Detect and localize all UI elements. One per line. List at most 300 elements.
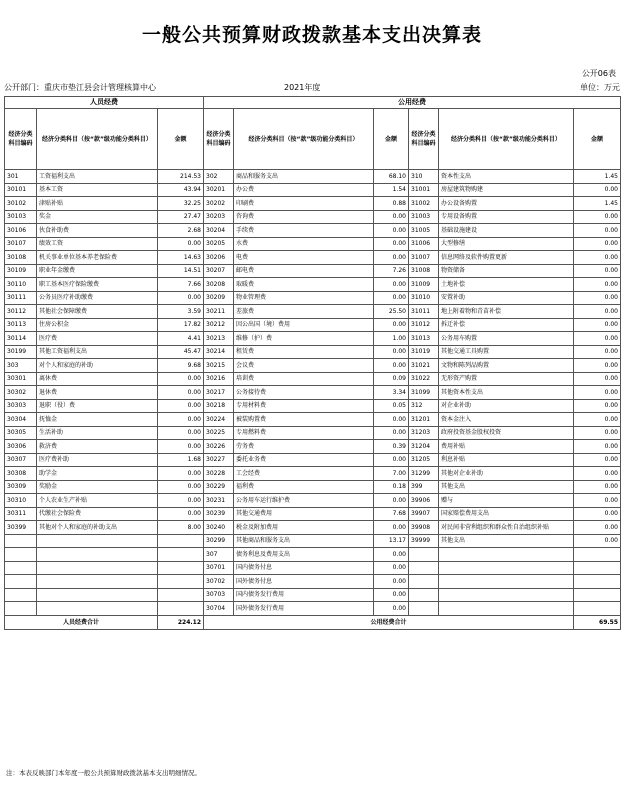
cell-code: 30701 xyxy=(204,561,234,575)
cell-code: 30206 xyxy=(204,251,234,265)
cell-amount: 0.00 xyxy=(374,278,409,292)
personnel-total-label: 人员经费合计 xyxy=(5,615,158,629)
cell-amount: 0.00 xyxy=(374,453,409,467)
cell-code: 31010 xyxy=(409,291,439,305)
group-personnel: 人员经费 xyxy=(5,97,204,109)
cell-name: 对企业补助 xyxy=(439,399,574,413)
footnote: 注：本表反映部门本年度一般公共预算财政拨款基本支出明细情况。 xyxy=(6,769,201,777)
cell-amount: 68.10 xyxy=(374,170,409,184)
cell-code: 310 xyxy=(409,170,439,184)
cell-code: 31003 xyxy=(409,210,439,224)
cell-name: 奖励金 xyxy=(37,480,158,494)
cell-name: 资本性支出 xyxy=(439,170,574,184)
cell-name: 专用设备购置 xyxy=(439,210,574,224)
cell-name: 国内债务付息 xyxy=(234,561,374,575)
cell-code: 39999 xyxy=(409,534,439,548)
cell-amount: 0.18 xyxy=(374,480,409,494)
cell-code: 30226 xyxy=(204,440,234,454)
cell-name: 抚恤金 xyxy=(37,413,158,427)
cell-amount: 4.41 xyxy=(158,332,204,346)
cell-name xyxy=(37,548,158,562)
cell-code: 30227 xyxy=(204,453,234,467)
cell-name xyxy=(439,548,574,562)
table-row xyxy=(5,332,621,346)
cell-name: 其他支出 xyxy=(439,480,574,494)
cell-code: 303 xyxy=(5,359,37,373)
table-row xyxy=(5,602,621,616)
cell-amount xyxy=(574,588,621,602)
cell-amount: 0.00 xyxy=(574,183,621,197)
cell-code: 31009 xyxy=(409,278,439,292)
cell-amount: 0.00 xyxy=(574,440,621,454)
cell-name: 劳务费 xyxy=(234,440,374,454)
cell-amount: 0.00 xyxy=(374,575,409,589)
cell-amount: 0.00 xyxy=(158,440,204,454)
cell-code: 30204 xyxy=(204,224,234,238)
cell-amount: 7.68 xyxy=(374,507,409,521)
cell-amount: 0.00 xyxy=(158,237,204,251)
report-tag: 公开06表 xyxy=(581,69,616,78)
cell-amount xyxy=(158,561,204,575)
cell-name: 其他交通工具购置 xyxy=(439,345,574,359)
table-row xyxy=(5,197,621,211)
cell-code: 31201 xyxy=(409,413,439,427)
cell-name: 物资储备 xyxy=(439,264,574,278)
cell-amount: 0.00 xyxy=(574,372,621,386)
cell-amount: 0.00 xyxy=(158,507,204,521)
cell-code: 30703 xyxy=(204,588,234,602)
cell-code: 30112 xyxy=(5,305,37,319)
cell-amount: 2.68 xyxy=(158,224,204,238)
cell-name xyxy=(37,588,158,602)
cell-name: 绩效工资 xyxy=(37,237,158,251)
cell-amount: 0.00 xyxy=(374,494,409,508)
cell-name: 对个人和家庭的补助 xyxy=(37,359,158,373)
cell-amount xyxy=(158,588,204,602)
cell-name xyxy=(37,602,158,616)
cell-name: 专用燃料费 xyxy=(234,426,374,440)
cell-amount: 0.00 xyxy=(158,291,204,305)
cell-code: 30217 xyxy=(204,386,234,400)
cell-name: 租赁费 xyxy=(234,345,374,359)
table-row xyxy=(5,264,621,278)
header-amount: 金额 xyxy=(574,109,621,170)
cell-name: 国外债务发行费用 xyxy=(234,602,374,616)
table-row xyxy=(5,467,621,481)
cell-amount: 0.00 xyxy=(374,426,409,440)
cell-amount xyxy=(574,575,621,589)
cell-name: 会议费 xyxy=(234,359,374,373)
cell-name: 费用补贴 xyxy=(439,440,574,454)
cell-code: 30299 xyxy=(204,534,234,548)
cell-code: 30201 xyxy=(204,183,234,197)
cell-code: 39906 xyxy=(409,494,439,508)
cell-name: 办公费 xyxy=(234,183,374,197)
cell-code: 30205 xyxy=(204,237,234,251)
cell-code: 30110 xyxy=(5,278,37,292)
report-meta xyxy=(4,82,620,94)
cell-code xyxy=(5,602,37,616)
cell-name: 住房公积金 xyxy=(37,318,158,332)
table-row xyxy=(5,291,621,305)
cell-amount: 0.00 xyxy=(158,386,204,400)
cell-amount: 8.00 xyxy=(158,521,204,535)
header-code: 经济分类科目编码 xyxy=(409,109,439,170)
cell-code: 39907 xyxy=(409,507,439,521)
cell-name: 培训费 xyxy=(234,372,374,386)
cell-code: 30102 xyxy=(5,197,37,211)
cell-code: 30310 xyxy=(5,494,37,508)
table-row xyxy=(5,399,621,413)
cell-amount: 0.00 xyxy=(574,521,621,535)
cell-code: 30228 xyxy=(204,467,234,481)
cell-code: 30213 xyxy=(204,332,234,346)
cell-name: 救济费 xyxy=(37,440,158,454)
cell-code: 30211 xyxy=(204,305,234,319)
cell-name: 福利费 xyxy=(234,480,374,494)
cell-amount: 0.00 xyxy=(574,413,621,427)
cell-amount: 0.00 xyxy=(574,399,621,413)
cell-code: 30303 xyxy=(5,399,37,413)
cell-amount: 0.00 xyxy=(574,305,621,319)
cell-amount: 0.00 xyxy=(374,237,409,251)
cell-amount: 0.00 xyxy=(574,386,621,400)
cell-name: 个人农业生产补贴 xyxy=(37,494,158,508)
cell-name: 房屋建筑物购建 xyxy=(439,183,574,197)
cell-code: 31007 xyxy=(409,251,439,265)
cell-code: 30240 xyxy=(204,521,234,535)
cell-code: 399 xyxy=(409,480,439,494)
cell-code: 301 xyxy=(5,170,37,184)
cell-code: 307 xyxy=(204,548,234,562)
table-row xyxy=(5,237,621,251)
cell-amount: 0.88 xyxy=(374,197,409,211)
cell-amount: 0.00 xyxy=(574,291,621,305)
cell-code: 30215 xyxy=(204,359,234,373)
table-row xyxy=(5,426,621,440)
cell-name: 公务用车购置 xyxy=(439,332,574,346)
cell-code: 30212 xyxy=(204,318,234,332)
cell-name: 专用材料费 xyxy=(234,399,374,413)
cell-code: 30309 xyxy=(5,480,37,494)
cell-name: 债务利息及费用支出 xyxy=(234,548,374,562)
cell-amount: 0.00 xyxy=(574,453,621,467)
header-code: 经济分类科目编码 xyxy=(5,109,37,170)
cell-amount: 13.17 xyxy=(374,534,409,548)
unit-label: 单位：万元 xyxy=(580,83,620,92)
cell-amount: 0.00 xyxy=(158,426,204,440)
header-name: 经济分类科目（按“款”级功能分类科目） xyxy=(439,109,574,170)
cell-name: 委托业务费 xyxy=(234,453,374,467)
cell-code: 30216 xyxy=(204,372,234,386)
cell-name: 国外债务付息 xyxy=(234,575,374,589)
cell-name: 取暖费 xyxy=(234,278,374,292)
cell-amount: 1.54 xyxy=(374,183,409,197)
cell-name: 职业年金缴费 xyxy=(37,264,158,278)
cell-name: 土地补偿 xyxy=(439,278,574,292)
cell-amount: 43.94 xyxy=(158,183,204,197)
cell-code: 30229 xyxy=(204,480,234,494)
cell-name: 代缴社会保险费 xyxy=(37,507,158,521)
header-code: 经济分类科目编码 xyxy=(204,109,234,170)
table-row xyxy=(5,183,621,197)
table-row xyxy=(5,480,621,494)
header-amount: 金额 xyxy=(374,109,409,170)
cell-amount: 25.50 xyxy=(374,305,409,319)
cell-name: 资本金注入 xyxy=(439,413,574,427)
cell-code: 30114 xyxy=(5,332,37,346)
group-public: 公用经费 xyxy=(204,97,621,109)
cell-amount: 0.00 xyxy=(374,251,409,265)
cell-code: 30108 xyxy=(5,251,37,265)
cell-name: 医疗费 xyxy=(37,332,158,346)
cell-code: 30103 xyxy=(5,210,37,224)
cell-amount: 0.05 xyxy=(374,399,409,413)
cell-code: 30106 xyxy=(5,224,37,238)
cell-name: 机关事业单位基本养老保险费 xyxy=(37,251,158,265)
table-row xyxy=(5,548,621,562)
cell-amount: 0.00 xyxy=(374,588,409,602)
cell-amount xyxy=(158,548,204,562)
cell-amount: 9.68 xyxy=(158,359,204,373)
cell-amount xyxy=(158,602,204,616)
cell-name: 国家赔偿费用支出 xyxy=(439,507,574,521)
cell-amount: 0.00 xyxy=(158,413,204,427)
cell-code: 39908 xyxy=(409,521,439,535)
table-row xyxy=(5,372,621,386)
table-row xyxy=(5,413,621,427)
cell-name: 赠与 xyxy=(439,494,574,508)
cell-amount xyxy=(574,602,621,616)
cell-name: 退职（役）费 xyxy=(37,399,158,413)
header-name: 经济分类科目（按“款”级功能分类科目） xyxy=(234,109,374,170)
cell-code: 30301 xyxy=(5,372,37,386)
cell-amount: 0.00 xyxy=(574,426,621,440)
cell-amount: 0.00 xyxy=(374,602,409,616)
cell-code: 31013 xyxy=(409,332,439,346)
cell-amount: 0.00 xyxy=(574,224,621,238)
cell-amount: 32.25 xyxy=(158,197,204,211)
cell-code: 30218 xyxy=(204,399,234,413)
cell-code: 31019 xyxy=(409,345,439,359)
cell-name: 地上附着物和青苗补偿 xyxy=(439,305,574,319)
table-row xyxy=(5,588,621,602)
cell-name: 差旅费 xyxy=(234,305,374,319)
cell-name xyxy=(439,602,574,616)
cell-code: 30304 xyxy=(5,413,37,427)
cell-name: 医疗费补助 xyxy=(37,453,158,467)
table-row xyxy=(5,575,621,589)
cell-name: 其他对企业补助 xyxy=(439,467,574,481)
cell-name: 对民间非营利组织和群众性自治组织补贴 xyxy=(439,521,574,535)
cell-name: 基本工资 xyxy=(37,183,158,197)
cell-code: 31002 xyxy=(409,197,439,211)
cell-code: 31099 xyxy=(409,386,439,400)
cell-amount xyxy=(574,561,621,575)
cell-name: 政府投资基金股权投资 xyxy=(439,426,574,440)
cell-amount: 0.00 xyxy=(158,467,204,481)
cell-name: 其他对个人和家庭的补助支出 xyxy=(37,521,158,535)
cell-code: 30305 xyxy=(5,426,37,440)
cell-amount: 0.00 xyxy=(374,210,409,224)
header-name: 经济分类科目（按“款”级功能分类科目） xyxy=(37,109,158,170)
cell-code xyxy=(5,534,37,548)
cell-amount: 17.82 xyxy=(158,318,204,332)
cell-code: 31022 xyxy=(409,372,439,386)
public-total-label: 公用经费合计 xyxy=(204,615,574,629)
cell-name: 公务接待费 xyxy=(234,386,374,400)
cell-code: 31012 xyxy=(409,318,439,332)
cell-amount: 0.00 xyxy=(374,224,409,238)
header-amount: 金额 xyxy=(158,109,204,170)
cell-amount: 0.00 xyxy=(574,318,621,332)
cell-code xyxy=(409,561,439,575)
table-row xyxy=(5,251,621,265)
cell-amount: 0.00 xyxy=(158,399,204,413)
table-row xyxy=(5,210,621,224)
cell-amount xyxy=(158,575,204,589)
table-row xyxy=(5,170,621,184)
table-row xyxy=(5,278,621,292)
cell-name: 办公设备购置 xyxy=(439,197,574,211)
cell-name: 咨询费 xyxy=(234,210,374,224)
cell-code: 30107 xyxy=(5,237,37,251)
cell-code: 30202 xyxy=(204,197,234,211)
cell-amount: 0.00 xyxy=(374,318,409,332)
table-row xyxy=(5,561,621,575)
cell-amount: 0.00 xyxy=(158,494,204,508)
table-row xyxy=(5,440,621,454)
cell-amount: 0.00 xyxy=(574,507,621,521)
cell-code: 30199 xyxy=(5,345,37,359)
cell-amount: 0.00 xyxy=(158,372,204,386)
cell-name: 离休费 xyxy=(37,372,158,386)
cell-amount: 0.00 xyxy=(574,251,621,265)
cell-amount: 0.00 xyxy=(574,467,621,481)
cell-code: 30308 xyxy=(5,467,37,481)
cell-amount: 14.63 xyxy=(158,251,204,265)
cell-name: 职工基本医疗保险缴费 xyxy=(37,278,158,292)
cell-name: 物业管理费 xyxy=(234,291,374,305)
cell-code: 30306 xyxy=(5,440,37,454)
cell-amount: 1.68 xyxy=(158,453,204,467)
cell-name: 文物和陈列品购置 xyxy=(439,359,574,373)
cell-code: 30307 xyxy=(5,453,37,467)
cell-amount: 45.47 xyxy=(158,345,204,359)
cell-name: 公务用车运行维护费 xyxy=(234,494,374,508)
cell-amount: 0.00 xyxy=(574,237,621,251)
cell-name: 大型修缮 xyxy=(439,237,574,251)
cell-amount: 27.47 xyxy=(158,210,204,224)
cell-name: 奖金 xyxy=(37,210,158,224)
cell-name: 因公出国（境）费用 xyxy=(234,318,374,332)
cell-name: 基础设施建设 xyxy=(439,224,574,238)
cell-code: 302 xyxy=(204,170,234,184)
cell-amount: 1.00 xyxy=(374,332,409,346)
cell-code xyxy=(5,561,37,575)
cell-code xyxy=(409,602,439,616)
cell-amount: 7.66 xyxy=(158,278,204,292)
cell-amount: 214.53 xyxy=(158,170,204,184)
cell-name: 电费 xyxy=(234,251,374,265)
cell-name: 生活补助 xyxy=(37,426,158,440)
cell-name: 水费 xyxy=(234,237,374,251)
cell-code: 31205 xyxy=(409,453,439,467)
cell-code: 30203 xyxy=(204,210,234,224)
cell-name: 信息网络及软件购置更新 xyxy=(439,251,574,265)
cell-name: 其他交通费用 xyxy=(234,507,374,521)
cell-name xyxy=(37,534,158,548)
cell-amount xyxy=(574,548,621,562)
cell-code: 30225 xyxy=(204,426,234,440)
cell-amount: 14.51 xyxy=(158,264,204,278)
cell-code xyxy=(409,548,439,562)
cell-code: 312 xyxy=(409,399,439,413)
report-title: 一般公共预算财政拨款基本支出决算表 xyxy=(141,24,482,46)
cell-name: 无形资产购置 xyxy=(439,372,574,386)
cell-amount: 0.00 xyxy=(374,521,409,535)
cell-name: 拆迁补偿 xyxy=(439,318,574,332)
cell-amount: 0.00 xyxy=(574,332,621,346)
cell-amount: 0.00 xyxy=(574,359,621,373)
cell-amount: 1.45 xyxy=(574,197,621,211)
cell-code: 31001 xyxy=(409,183,439,197)
table-row xyxy=(5,534,621,548)
cell-amount: 0.00 xyxy=(574,264,621,278)
expenditure-table xyxy=(4,96,621,630)
cell-name: 手续费 xyxy=(234,224,374,238)
cell-name xyxy=(439,588,574,602)
cell-name: 公务员医疗补助缴费 xyxy=(37,291,158,305)
cell-amount: 3.59 xyxy=(158,305,204,319)
cell-code xyxy=(5,548,37,562)
table-row xyxy=(5,386,621,400)
cell-code: 30231 xyxy=(204,494,234,508)
cell-code: 30214 xyxy=(204,345,234,359)
cell-amount: 0.00 xyxy=(574,480,621,494)
cell-code: 30302 xyxy=(5,386,37,400)
personnel-total-value: 224.12 xyxy=(158,615,204,629)
year-label: 2021年度 xyxy=(284,83,321,92)
cell-amount: 1.45 xyxy=(574,170,621,184)
table-row xyxy=(5,318,621,332)
public-total-value: 69.55 xyxy=(574,615,621,629)
cell-name: 其他社会保障缴费 xyxy=(37,305,158,319)
cell-code: 30207 xyxy=(204,264,234,278)
cell-code: 30109 xyxy=(5,264,37,278)
cell-name: 其他商品和服务支出 xyxy=(234,534,374,548)
cell-code: 30704 xyxy=(204,602,234,616)
cell-code xyxy=(5,575,37,589)
cell-name xyxy=(439,575,574,589)
cell-amount: 0.00 xyxy=(374,359,409,373)
cell-amount: 0.39 xyxy=(374,440,409,454)
cell-code: 30208 xyxy=(204,278,234,292)
cell-code: 30239 xyxy=(204,507,234,521)
cell-name: 商品和服务支出 xyxy=(234,170,374,184)
cell-code: 31005 xyxy=(409,224,439,238)
cell-name xyxy=(439,561,574,575)
table-row xyxy=(5,494,621,508)
cell-name: 伙食补助费 xyxy=(37,224,158,238)
cell-name: 印刷费 xyxy=(234,197,374,211)
cell-amount: 0.00 xyxy=(574,494,621,508)
table-row xyxy=(5,305,621,319)
cell-code: 30311 xyxy=(5,507,37,521)
table-row xyxy=(5,224,621,238)
cell-amount: 0.00 xyxy=(158,480,204,494)
cell-name: 利息补贴 xyxy=(439,453,574,467)
